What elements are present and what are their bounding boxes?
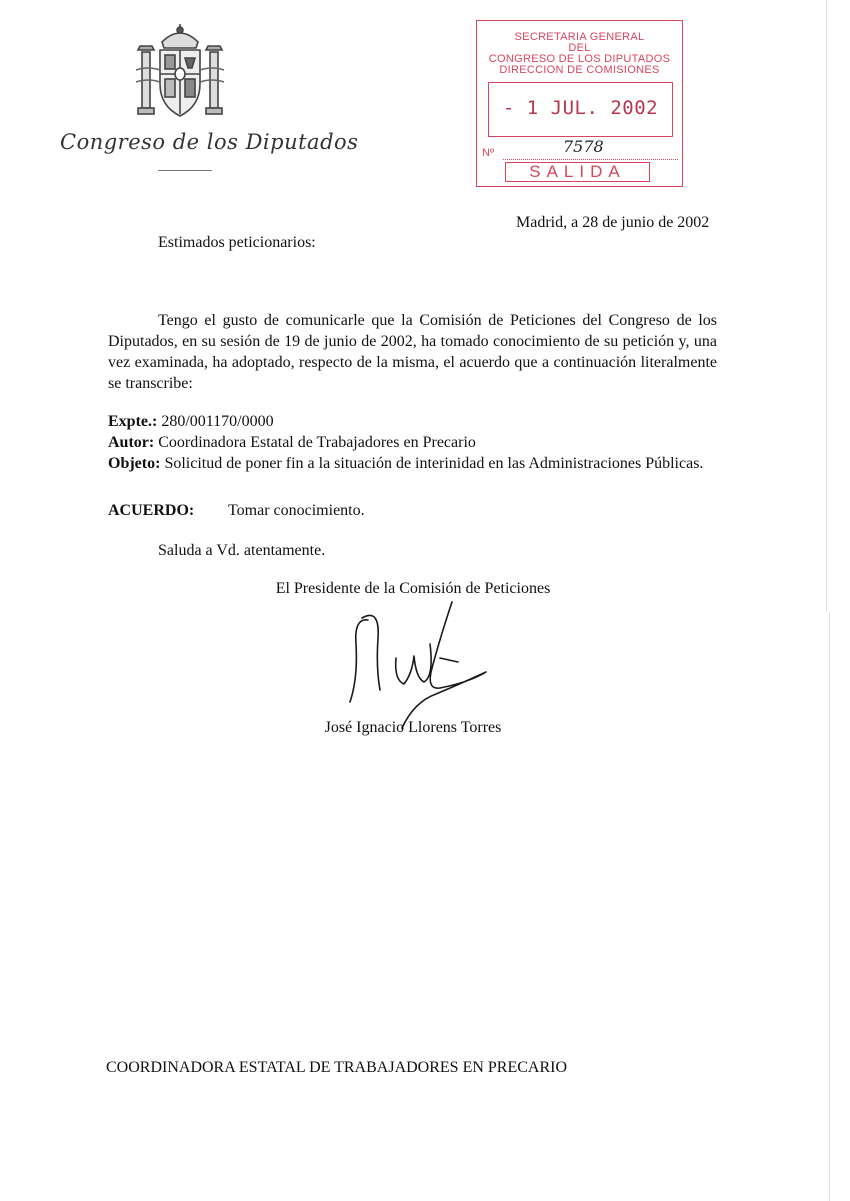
stamp-line-2: DEL: [568, 42, 591, 54]
closing: Saluda a Vd. atentamente.: [158, 542, 326, 559]
letterhead-divider: [158, 170, 212, 171]
scan-edge-right-lower: [829, 612, 830, 1201]
signer-name: José Ignacio Llorens Torres: [324, 719, 502, 736]
stamp-line-4: DIRECCION DE COMISIONES: [499, 64, 660, 76]
acuerdo-label: ACUERDO:: [108, 502, 195, 519]
stamp-date-box: [488, 82, 673, 137]
petition-fields: [108, 411, 717, 474]
objeto-value: Solicitud de poner fin a la situación de interinidad en las Administraciones Públicas.: [164, 455, 704, 472]
stamp-number-value: 7578: [563, 137, 604, 156]
acuerdo-value: Tomar conocimiento.: [228, 502, 365, 519]
autor-label: Autor:: [108, 434, 155, 451]
stamp-number-label: Nº: [482, 147, 494, 159]
salutation: Estimados peticionarios:: [158, 234, 316, 251]
expte-value: 280/001170/0000: [161, 413, 274, 430]
objeto-row: [108, 453, 717, 474]
objeto-label: Objeto:: [108, 455, 161, 472]
registry-stamp: [476, 20, 683, 187]
stamp-status: SALIDA: [505, 162, 650, 182]
autor-value: Coordinadora Estatal de Trabajadores en Precario: [158, 434, 476, 451]
scan-edge-right: [826, 0, 827, 612]
stamp-number-dotted-line: [503, 159, 678, 160]
coat-of-arms-icon: [132, 22, 228, 126]
stamp-line-3: CONGRESO DE LOS DIPUTADOS: [488, 53, 671, 65]
stamp-line-1: SECRETARIA GENERAL: [514, 31, 645, 43]
letter-date: Madrid, a 28 de junio de 2002: [516, 214, 710, 231]
recipient-footer: COORDINADORA ESTATAL DE TRABAJADORES EN PRECARIO: [106, 1059, 568, 1076]
body-paragraph: [108, 310, 717, 394]
autor-row: [108, 432, 717, 453]
expte-label: Expte.:: [108, 413, 158, 430]
stamp-date: - 1 JUL. 2002: [502, 97, 659, 119]
expte-row: [108, 411, 717, 432]
signer-title: El Presidente de la Comisión de Peticiones: [275, 580, 551, 597]
institution-name: Congreso de los Diputados: [60, 130, 359, 154]
acuerdo-row: [108, 500, 365, 521]
body-text: Tengo el gusto de comunicarle que la Comisión de Peticiones del Congreso de los Diputados, en su sesión de 19 de junio de 2002, ha tomado conocimiento de su petición y, una vez examinada, ha adoptado, respecto de la misma, el acuerdo que a continuación literalmente se transcribe:: [108, 312, 717, 392]
